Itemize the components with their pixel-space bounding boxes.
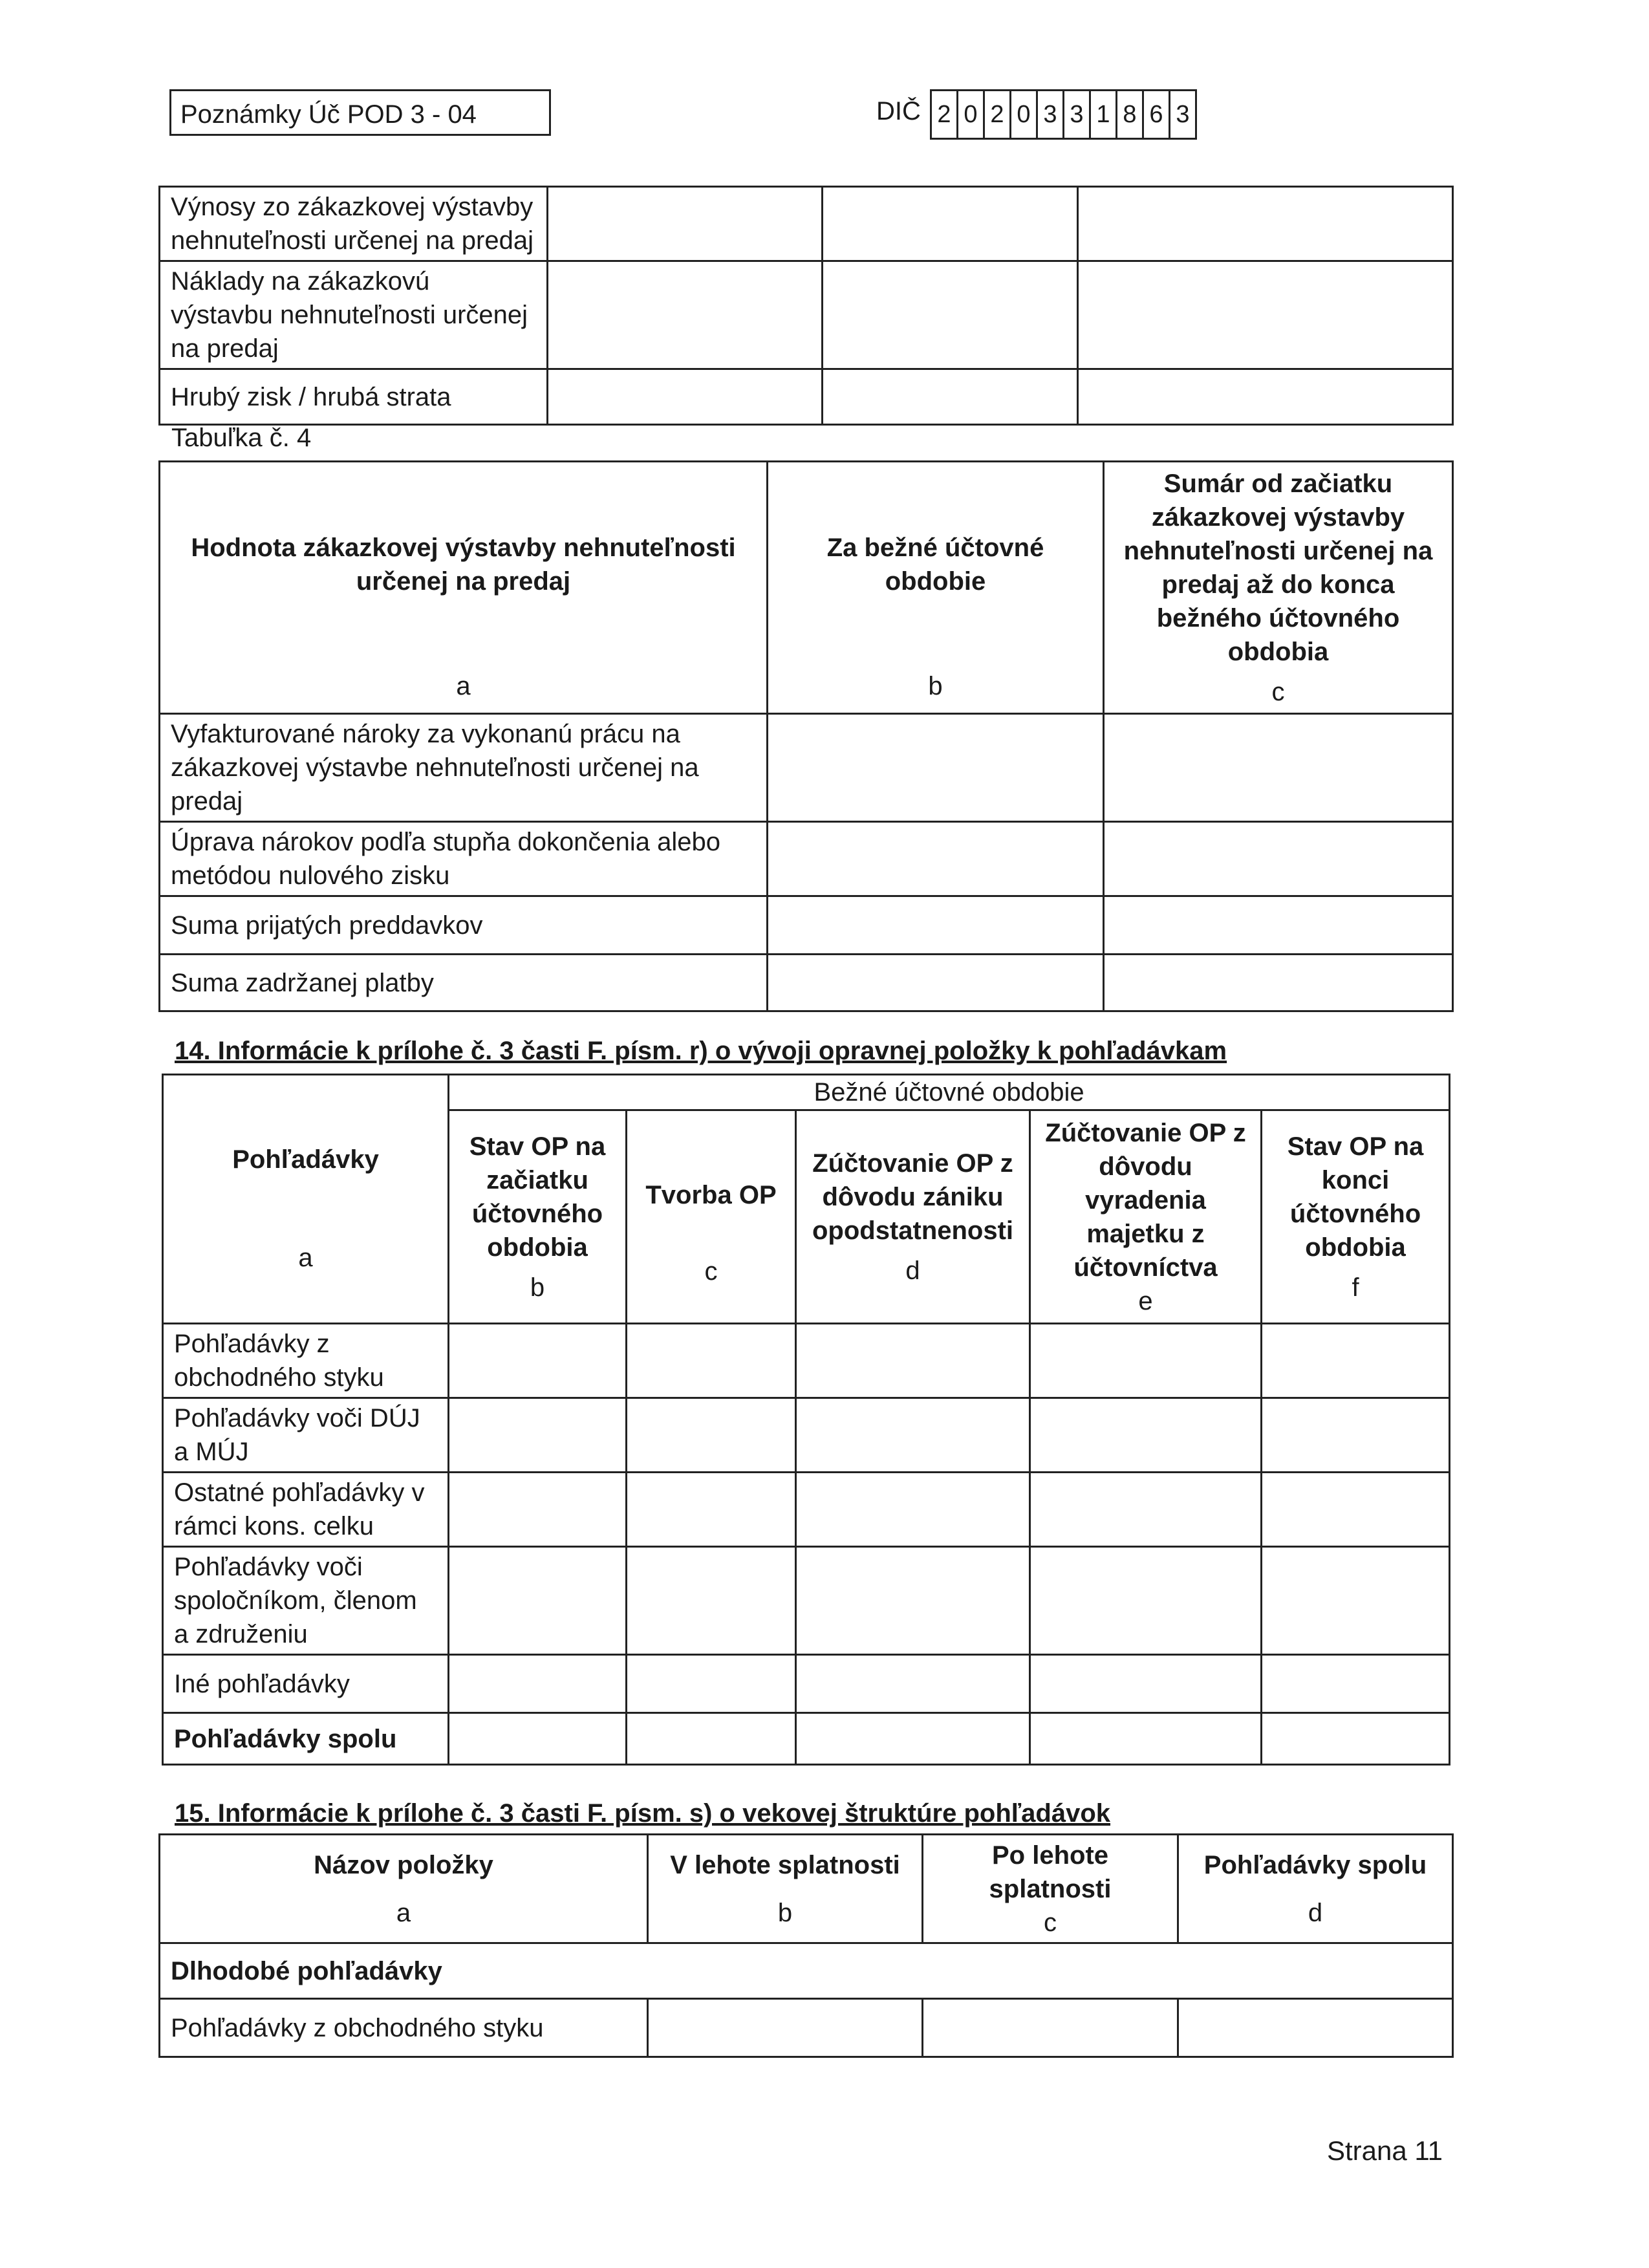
input-cell[interactable] [768, 896, 1104, 955]
input-cell[interactable] [796, 1324, 1030, 1398]
row-label: Hrubý zisk / hrubá strata [160, 369, 548, 425]
input-cell[interactable] [768, 714, 1104, 822]
row-label: Výnosy zo zákazkovej výstavby nehnuteľnosti určenej na predaj [160, 187, 548, 261]
table4-header-c [1104, 462, 1453, 714]
input-cell[interactable] [768, 822, 1104, 896]
header-text: Po lehote splatnosti [989, 1841, 1112, 1903]
column-letter: a [396, 1898, 411, 1927]
column-letter: c [1044, 1908, 1057, 1937]
row-label: Iné pohľadávky [163, 1655, 449, 1713]
input-cell[interactable] [1078, 187, 1453, 261]
input-cell[interactable] [796, 1547, 1030, 1655]
input-cell[interactable] [1104, 896, 1453, 955]
input-cell[interactable] [627, 1324, 796, 1398]
header-text: Stav OP na konci účtovného obdobia [1287, 1132, 1424, 1262]
header-text: Sumár od začiatku zákazkovej výstavby nehnuteľnosti určenej na predaj až do konca bežného účtovného obdobia [1123, 469, 1433, 666]
header-text: Za bežné účtovné obdobie [826, 533, 1044, 596]
header-settlement-void [796, 1110, 1030, 1324]
column-letter: c [1271, 677, 1285, 706]
row-label: Suma zadržanej platby [160, 955, 768, 1011]
header-text: V lehote splatnosti [670, 1850, 900, 1879]
input-cell[interactable] [1178, 1999, 1453, 2057]
input-cell[interactable] [1262, 1473, 1450, 1547]
input-cell[interactable] [1104, 822, 1453, 896]
input-cell[interactable] [796, 1713, 1030, 1765]
column-letter: b [530, 1273, 545, 1302]
table4-header-a [160, 462, 768, 714]
column-letter: d [905, 1256, 920, 1285]
input-cell[interactable] [1078, 369, 1453, 425]
section15-title: 15. Informácie k prílohe č. 3 časti F. písm. s) o vekovej štruktúre pohľadávok [175, 1799, 1111, 1828]
input-cell[interactable] [1262, 1324, 1450, 1398]
input-cell[interactable] [1030, 1473, 1262, 1547]
row-label: Pohľadávky z obchodného styku [163, 1324, 449, 1398]
input-cell[interactable] [1030, 1547, 1262, 1655]
row-label-total: Pohľadávky spolu [163, 1713, 449, 1765]
header-overdue [923, 1835, 1178, 1943]
section14-title: 14. Informácie k prílohe č. 3 časti F. písm. r) o vývoji opravnej položky k pohľadávkam [175, 1037, 1227, 1065]
input-cell[interactable] [449, 1398, 627, 1473]
row-label: Vyfakturované nároky za vykonanú prácu na zákazkovej výstavbe nehnuteľnosti určenej na predaj [160, 714, 768, 822]
header-item-name [160, 1835, 648, 1943]
input-cell[interactable] [627, 1473, 796, 1547]
column-letter: b [928, 671, 943, 700]
dic-digit: 3 [1064, 91, 1091, 138]
input-cell[interactable] [1262, 1713, 1450, 1765]
form-code-box [169, 89, 551, 136]
header-settlement-disposal [1030, 1110, 1262, 1324]
input-cell[interactable] [627, 1713, 796, 1765]
input-cell[interactable] [823, 369, 1078, 425]
construction-profit-table [158, 186, 1454, 426]
header-text: Zúčtovanie OP z dôvodu zániku opodstatnenosti [812, 1149, 1014, 1245]
column-letter: c [704, 1257, 718, 1286]
header-opening-balance [449, 1110, 627, 1324]
dic-digit-boxes [930, 89, 1197, 140]
input-cell[interactable] [1104, 714, 1453, 822]
input-cell[interactable] [1078, 261, 1453, 369]
input-cell[interactable] [823, 261, 1078, 369]
input-cell[interactable] [823, 187, 1078, 261]
dic-digit: 8 [1117, 91, 1144, 138]
input-cell[interactable] [627, 1547, 796, 1655]
input-cell[interactable] [1030, 1713, 1262, 1765]
row-label: Náklady na zákazkovú výstavbu nehnuteľnosti určenej na predaj [160, 261, 548, 369]
header-text: Pohľadávky spolu [1203, 1850, 1427, 1879]
input-cell[interactable] [796, 1655, 1030, 1713]
column-letter: a [298, 1244, 313, 1272]
row-label: Ostatné pohľadávky v rámci kons. celku [163, 1473, 449, 1547]
row-label: Pohľadávky voči DÚJ a MÚJ [163, 1398, 449, 1473]
input-cell[interactable] [1030, 1398, 1262, 1473]
form-code: Poznámky Úč POD 3 - 04 [180, 100, 477, 129]
dic-digit: 2 [985, 91, 1011, 138]
input-cell[interactable] [1030, 1324, 1262, 1398]
row-label: Pohľadávky voči spoločníkom, členom a združeniu [163, 1547, 449, 1655]
input-cell[interactable] [548, 261, 823, 369]
header-text: Tvorba OP [645, 1180, 777, 1209]
column-letter: b [777, 1898, 793, 1927]
page-number: Strana 11 [1327, 2135, 1443, 2166]
input-cell[interactable] [1104, 955, 1453, 1011]
header-text: Stav OP na začiatku účtovného obdobia [469, 1132, 606, 1262]
header-text: Zúčtovanie OP z dôvodu vyradenia majetku z účtovníctva [1045, 1118, 1246, 1282]
column-letter: f [1352, 1273, 1359, 1302]
input-cell[interactable] [796, 1473, 1030, 1547]
header-within-maturity [648, 1835, 923, 1943]
dic-label: DIČ [876, 97, 921, 125]
input-cell[interactable] [796, 1398, 1030, 1473]
input-cell[interactable] [1262, 1398, 1450, 1473]
input-cell[interactable] [648, 1999, 923, 2057]
header-text: Názov položky [314, 1850, 493, 1879]
input-cell[interactable] [449, 1324, 627, 1398]
input-cell[interactable] [548, 369, 823, 425]
dic-digit: 2 [932, 91, 958, 138]
dic-digit: 6 [1144, 91, 1170, 138]
allowance-table [162, 1074, 1450, 1766]
header-creation [627, 1110, 796, 1324]
dic-digit: 3 [1176, 101, 1190, 128]
header-text: Hodnota zákazkovej výstavby nehnuteľnosti určenej na predaj [191, 533, 736, 596]
input-cell[interactable] [1262, 1547, 1450, 1655]
table4-header-b [768, 462, 1104, 714]
dic-digit: 1 [1091, 91, 1117, 138]
input-cell[interactable] [627, 1398, 796, 1473]
dic-digit: 0 [1011, 91, 1038, 138]
row-label: Pohľadávky z obchodného styku [160, 1999, 648, 2057]
table4 [158, 460, 1454, 1012]
column-letter: d [1308, 1898, 1323, 1927]
input-cell[interactable] [1262, 1655, 1450, 1713]
input-cell[interactable] [449, 1547, 627, 1655]
dic-digit: 0 [958, 91, 985, 138]
table4-caption: Tabuľka č. 4 [171, 424, 312, 452]
row-label: Úprava nárokov podľa stupňa dokončenia alebo metódou nulového zisku [160, 822, 768, 896]
header-text: Pohľadávky [232, 1145, 379, 1174]
header-total [1178, 1835, 1453, 1943]
header-receivables [163, 1075, 449, 1324]
row-label-longterm: Dlhodobé pohľadávky [160, 1943, 1453, 1999]
column-letter: e [1138, 1286, 1153, 1315]
input-cell[interactable] [923, 1999, 1178, 2057]
row-label: Suma prijatých preddavkov [160, 896, 768, 955]
header-closing-balance [1262, 1110, 1450, 1324]
column-letter: a [456, 671, 471, 700]
input-cell[interactable] [768, 955, 1104, 1011]
input-cell[interactable] [627, 1655, 796, 1713]
input-cell[interactable] [1030, 1655, 1262, 1713]
dic-digit: 3 [1038, 91, 1064, 138]
age-structure-table [158, 1833, 1454, 2058]
input-cell[interactable] [548, 187, 823, 261]
input-cell[interactable] [449, 1655, 627, 1713]
period-header: Bežné účtovné obdobie [449, 1075, 1450, 1110]
input-cell[interactable] [449, 1473, 627, 1547]
input-cell[interactable] [449, 1713, 627, 1765]
